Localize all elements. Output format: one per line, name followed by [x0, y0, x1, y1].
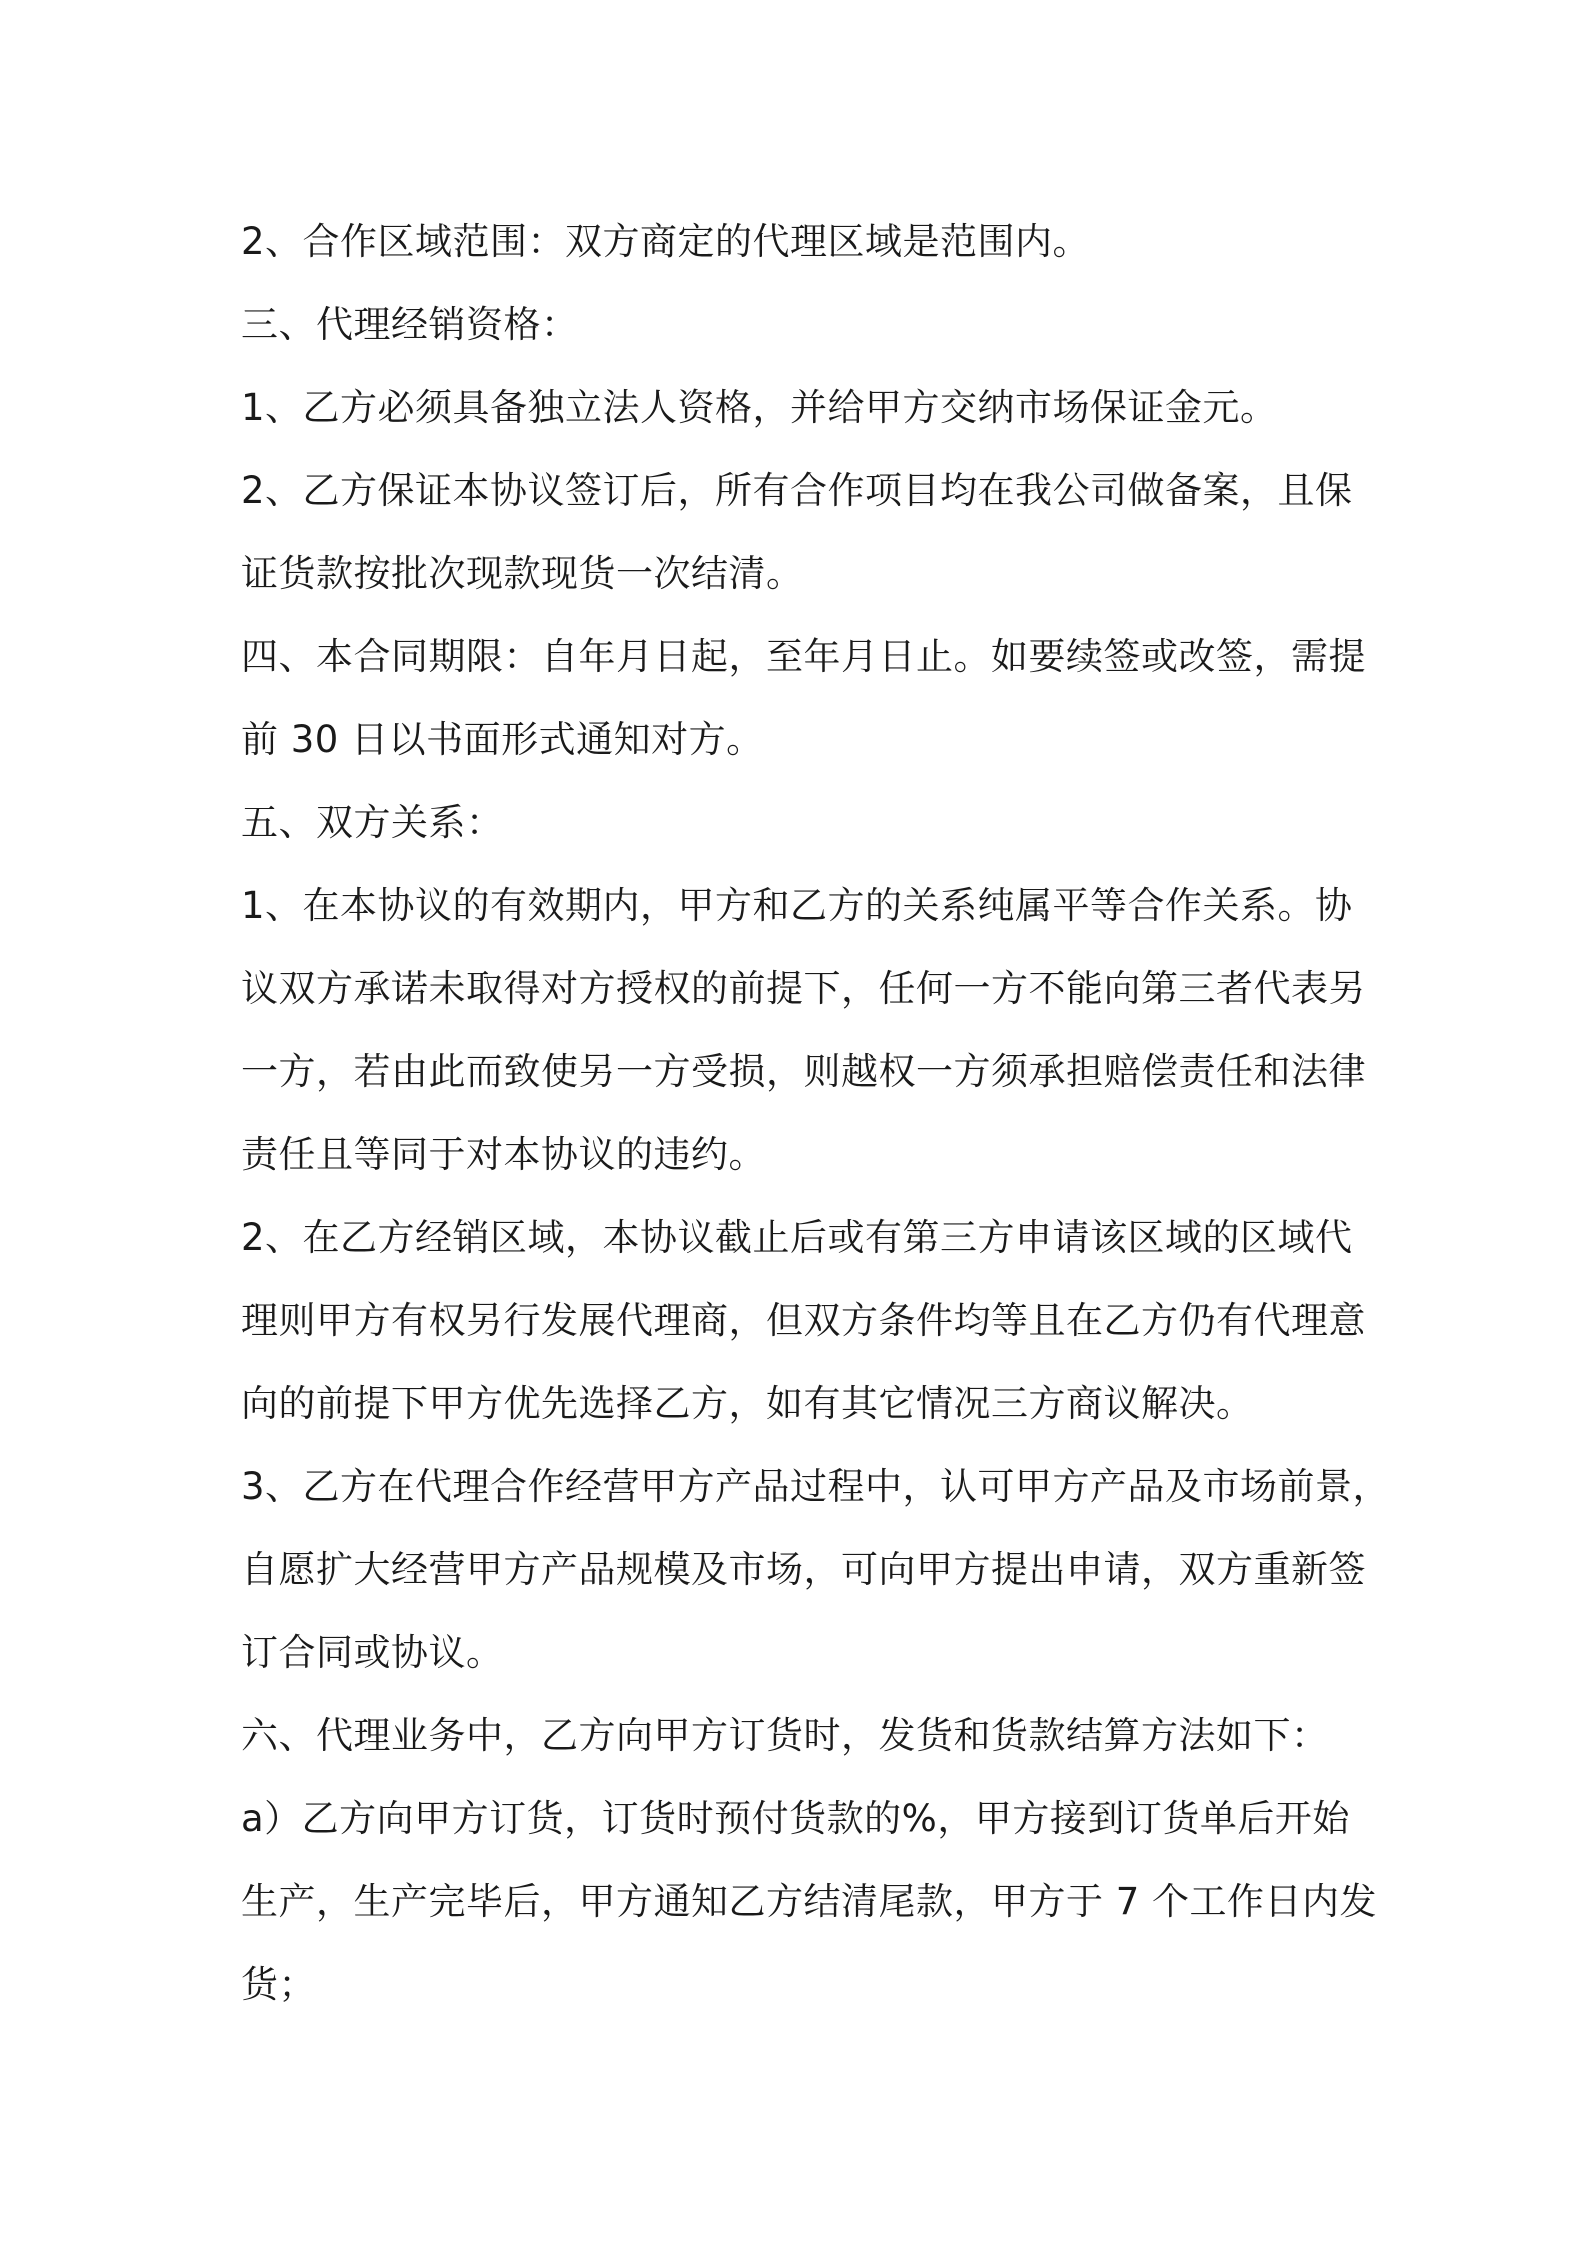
clause-6-a-line-2: 生产，生产完毕后，甲方通知乙方结清尾款，甲方于 7 个工作日内发	[241, 1880, 1378, 1923]
section-3-heading: 三、代理经销资格：	[241, 303, 579, 346]
clause-5-1-line-2: 议双方承诺未取得对方授权的前提下，任何一方不能向第三者代表另	[241, 967, 1366, 1010]
clause-5-1-line-3: 一方，若由此而致使另一方受损，则越权一方须承担赔偿责任和法律	[241, 1050, 1366, 1093]
clause-6-a-line-1: a）乙方向甲方订货，订货时预付货款的%，甲方接到订货单后开始	[241, 1797, 1350, 1840]
document-body	[241, 200, 1391, 2026]
clause-5-2-line-2: 理则甲方有权另行发展代理商，但双方条件均等且在乙方仍有代理意	[241, 1299, 1366, 1342]
clause-5-3-line-2: 自愿扩大经营甲方产品规模及市场，可向甲方提出申请，双方重新签	[241, 1548, 1366, 1591]
section-5-heading: 五、双方关系：	[241, 801, 504, 844]
clause-5-3-line-1: 3、乙方在代理合作经营甲方产品过程中，认可甲方产品及市场前景，	[241, 1465, 1391, 1508]
section-6-heading: 六、代理业务中，乙方向甲方订货时，发货和货款结算方法如下：	[241, 1714, 1329, 1757]
section-4-line-2: 前 30 日以书面形式通知对方。	[241, 718, 764, 761]
section-4-line-1: 四、本合同期限：自年月日起，至年月日止。如要续签或改签，需提	[241, 635, 1366, 678]
clause-5-1-line-1: 1、在本协议的有效期内，甲方和乙方的关系纯属平等合作关系。协	[241, 884, 1353, 927]
clause-5-2-line-1: 2、在乙方经销区域，本协议截止后或有第三方申请该区域的区域代	[241, 1216, 1353, 1259]
clause-3-1: 1、乙方必须具备独立法人资格，并给甲方交纳市场保证金元。	[241, 386, 1278, 429]
clause-3-2-line-2: 证货款按批次现款现货一次结清。	[241, 552, 804, 595]
clause-3-2-line-1: 2、乙方保证本协议签订后，所有合作项目均在我公司做备案，且保	[241, 469, 1353, 512]
clause-5-1-line-4: 责任且等同于对本协议的违约。	[241, 1133, 766, 1176]
clause-2-cooperation-area: 2、合作区域范围：双方商定的代理区域是范围内。	[241, 220, 1091, 263]
clause-5-2-line-3: 向的前提下甲方优先选择乙方，如有其它情况三方商议解决。	[241, 1382, 1254, 1425]
clause-6-a-line-3: 货；	[241, 1963, 316, 2006]
clause-5-3-line-3: 订合同或协议。	[241, 1631, 504, 1674]
